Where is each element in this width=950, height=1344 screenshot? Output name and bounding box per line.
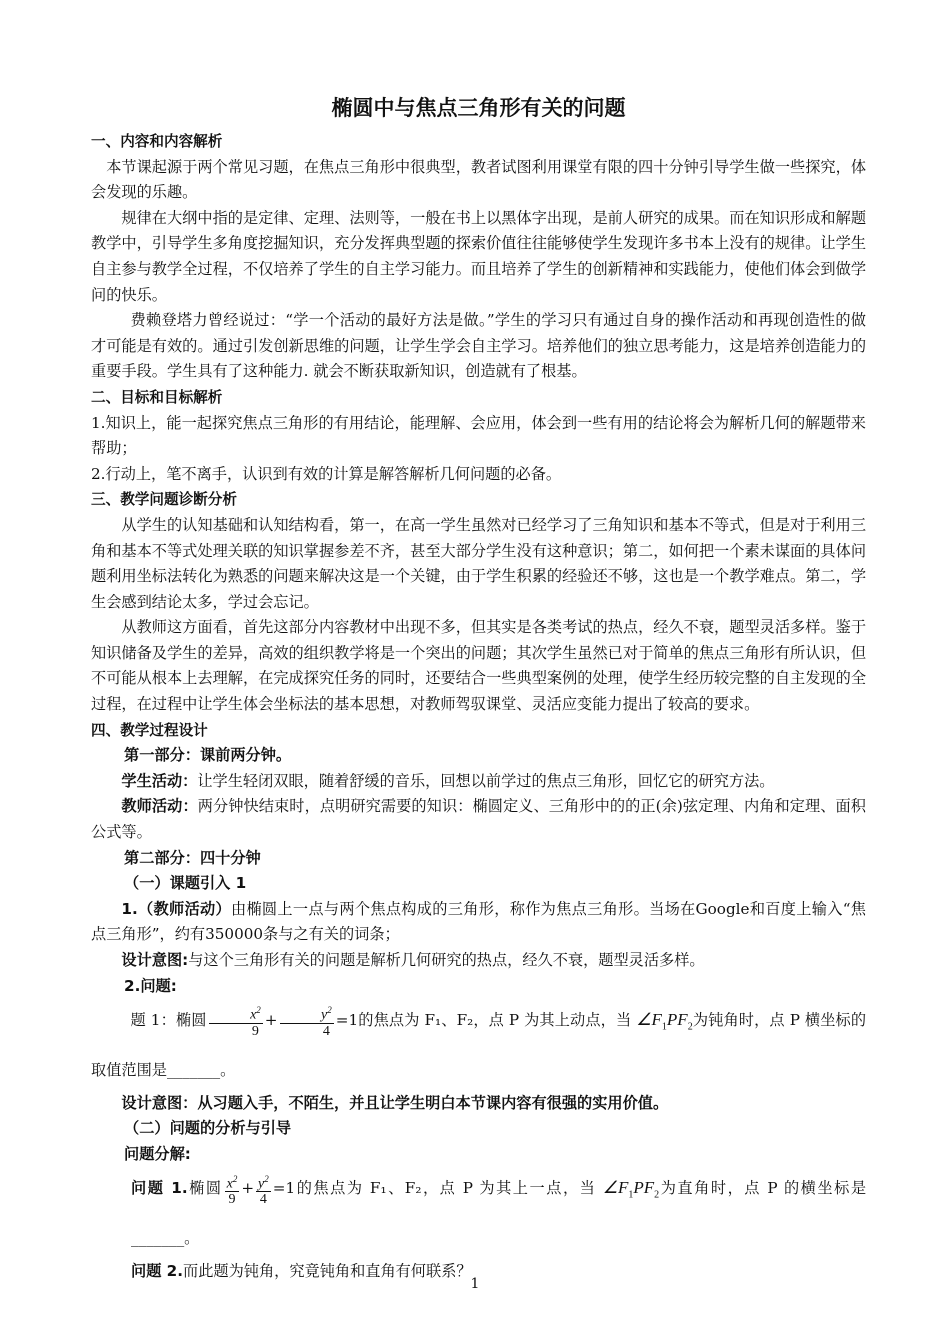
fraction-y2-over-4: $\frac{y^2}{4}$: [280, 1003, 334, 1039]
fraction-y2-over-4: $\frac{y^2}{4}$: [258, 1173, 269, 1208]
item-2-heading: 2.问题:: [124, 976, 177, 995]
page-number: 1: [470, 1276, 480, 1292]
document-title: 椭圆中与焦点三角形有关的问题: [331, 96, 626, 120]
paragraph: 2.行动上，笔不离手，认识到有效的计算是解答解析几何问题的必备。: [91, 464, 562, 483]
problem-1: 题 1：椭圆 $\frac{x^2}{9}$ + $\frac{y^2}{4}$ =1的焦点为 F₁、F₂，点 P 为其上动点，当 $\angle F_1PF_2$为钝角时，点 P 横坐标的取值范围是_______。: [91, 1005, 867, 1079]
sub-problem-1: 问题 1.椭圆 $\frac{x^2}{9}$ + $\frac{y^2}{4}$ =1的焦点为 F₁、F₂，点 P 为其上一点，当 $\angle F_1PF_2$为直角时，点 P 的横坐标是_______。: [131, 1173, 867, 1247]
paragraph: 规律在大纲中指的是定律、定理、法则等，一般在书上以黑体字出现，是前人研究的成果。而在知识形成和解题教学中，引导学生多角度挖掘知识，充分发挥典型题的探索价值往往能够使学生发现许多书本上没有的规律。让学生自主参与教学全过程，不仅培养了学生的自主学习能力。而且培养了学生的创新精神和实践能力，使他们体会到做学问的快乐。: [91, 208, 866, 304]
paragraph: 费赖登塔力曾经说过：“学一个活动的最好方法是做。”学生的学习只有通过自身的操作活动和再现创造性的做才可能是有效的。通过引发创新思维的问题，让学生学会自主学习。培养他们的独立思考能力，这是培养创造能力的重要手段。学生具有了这种能力. 就会不断获取新知识，创造就有了根基。: [91, 311, 866, 381]
fraction-x2-over-9: $\frac{x^2}{9}$: [226, 1173, 238, 1208]
subsection-1-heading: （一）课题引入 1: [124, 874, 247, 893]
design-intent: 设计意图:与这个三角形有关的问题是解析几何研究的热点，经久不衰，题型灵活多样。: [121, 951, 705, 969]
part-1-heading: 第一部分：课前两分钟。: [124, 746, 292, 765]
student-activity: 学生活动：让学生轻闭双眼，随着舒缓的音乐，回想以前学过的焦点三角形，回忆它的研究方法。: [121, 771, 775, 790]
paragraph: 本节课起源于两个常见习题，在焦点三角形中很典型，教者试图利用课堂有限的四十分钟引导学生做一些探究，体会发现的乐趣。: [91, 157, 866, 202]
paragraph: 从学生的认知基础和认知结构看，第一，在高一学生虽然对已经学习了三角知识和基本不等式，但是对于利用三角和基本不等式处理关联的知识掌握参差不齐，甚至大部分学生没有这种意识；第二，如何把一个素未谋面的具体问题利用坐标法转化为熟悉的问题来解决这是一个关键，由于学生积累的经验还不够，这也是一个教学难点。第二，学生会感到结论太多，学过会忘记。: [91, 515, 866, 611]
teacher-activity: 教师活动：两分钟快结束时，点明研究需要的知识：椭圆定义、三角形中的的正(余)弦定理、内角和定理、面积公式等。: [91, 797, 866, 842]
section-heading-1: 一、内容和内容解析: [91, 133, 223, 150]
item-1: 1.（教师活动）由椭圆上一点与两个焦点构成的三角形，称作为焦点三角形。当场在Google和百度上输入“焦点三角形”，约有350000条与之有关的词条；: [91, 899, 866, 944]
problem-decomposition-label: 问题分解:: [124, 1144, 191, 1163]
paragraph: 从教师这方面看，首先这部分内容教材中出现不多，但其实是各类考试的热点，经久不衰，题型灵活多样。鉴于知识储备及学生的差异，高效的组织教学将是一个突出的问题；其次学生虽然已对于简单的焦点三角形有所认识，但不可能从根本上去理解，在完成探究任务的同时，还要结合一些典型案例的处理，使学生经历较完整的自主发现的全过程，在过程中让学生体会坐标法的基本思想，对教师驾驭课堂、灵活应变能力提出了较高的要求。: [91, 618, 866, 714]
part-2-heading: 第二部分：四十分钟: [124, 848, 261, 867]
fraction-x2-over-9: $\frac{x^2}{9}$: [209, 1003, 263, 1039]
section-heading-2: 二、目标和目标解析: [91, 388, 223, 406]
angle-f1pf2: $\angle F_1PF_2$: [636, 1010, 693, 1033]
section-heading-3: 三、教学问题诊断分析: [91, 491, 237, 509]
sub-problem-2: 问题 2.而此题为钝角，究竟钝角和直角有何联系？: [131, 1261, 472, 1280]
section-heading-4: 四、教学过程设计: [91, 721, 208, 739]
document-page: [91, 95, 866, 1284]
paragraph: 1.知识上，能一起探究焦点三角形的有用结论，能理解、会应用，体会到一些有用的结论将会为解析几何的解题带来帮助；: [91, 413, 866, 458]
angle-f1pf2: $\angle F_1PF_2$: [602, 1178, 660, 1201]
subsection-2-heading: （二）问题的分析与引导: [124, 1119, 292, 1138]
design-intent-2: 设计意图：从习题入手，不陌生，并且让学生明白本节课内容有很强的实用价值。: [121, 1093, 669, 1112]
